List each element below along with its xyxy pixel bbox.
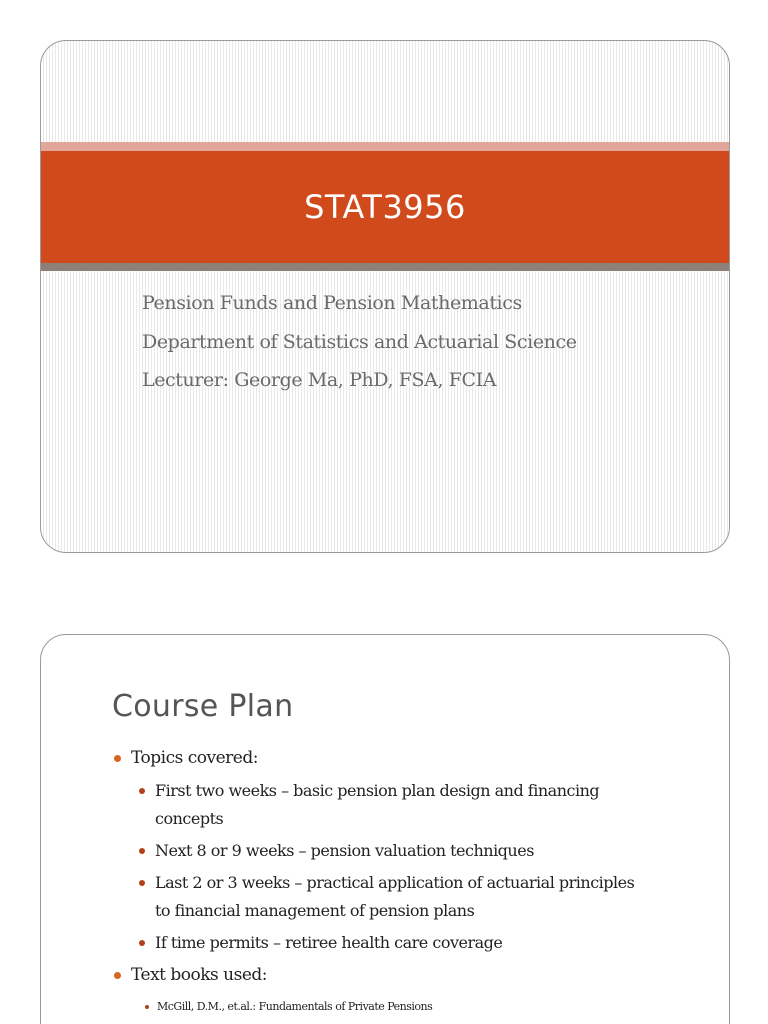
title-band-top-stripe	[41, 142, 729, 151]
department: Department of Statistics and Actuarial Science	[142, 330, 577, 353]
list-item	[157, 1000, 432, 1013]
list-item	[155, 837, 534, 865]
title-band-bottom-stripe	[41, 263, 729, 271]
course-plan-slide	[40, 634, 730, 1024]
list-item-text: McGill, D.M., et.al.: Fundamentals of Private Pensions	[157, 1000, 433, 1013]
list-item-text: First two weeks – basic pension plan design and financing	[155, 781, 600, 800]
slide-title: STAT3956	[304, 188, 466, 226]
subtitle-block	[142, 284, 709, 400]
bullet-icon	[139, 848, 145, 854]
list-item-text: Text books used:	[131, 965, 268, 985]
list-item-text-continued: to financial management of pension plans	[155, 901, 475, 920]
list-item-text: Last 2 or 3 weeks – practical application of actuarial principles	[155, 873, 635, 892]
lecturer: Lecturer: George Ma, PhD, FSA, FCIA	[142, 369, 497, 391]
list-item-text: If time permits – retiree health care coverage	[155, 933, 503, 952]
bullet-icon	[114, 972, 121, 979]
bullet-icon	[139, 940, 145, 946]
bullet-icon	[145, 1005, 149, 1009]
list-item-text: Topics covered:	[131, 748, 258, 768]
list-item	[131, 748, 258, 768]
list-item	[155, 929, 502, 957]
list-item-text: Next 8 or 9 weeks – pension valuation techniques	[155, 841, 534, 860]
bullet-icon	[114, 755, 121, 762]
bullet-icon	[139, 788, 145, 794]
title-slide	[40, 40, 730, 553]
bullet-icon	[139, 880, 145, 886]
title-band	[41, 151, 729, 263]
list-item	[155, 869, 634, 925]
slide-heading: Course Plan	[112, 689, 294, 724]
list-item	[155, 777, 599, 833]
list-item-text-continued: concepts	[155, 809, 224, 828]
list-item	[131, 965, 267, 985]
course-name: Pension Funds and Pension Mathematics	[142, 292, 522, 314]
